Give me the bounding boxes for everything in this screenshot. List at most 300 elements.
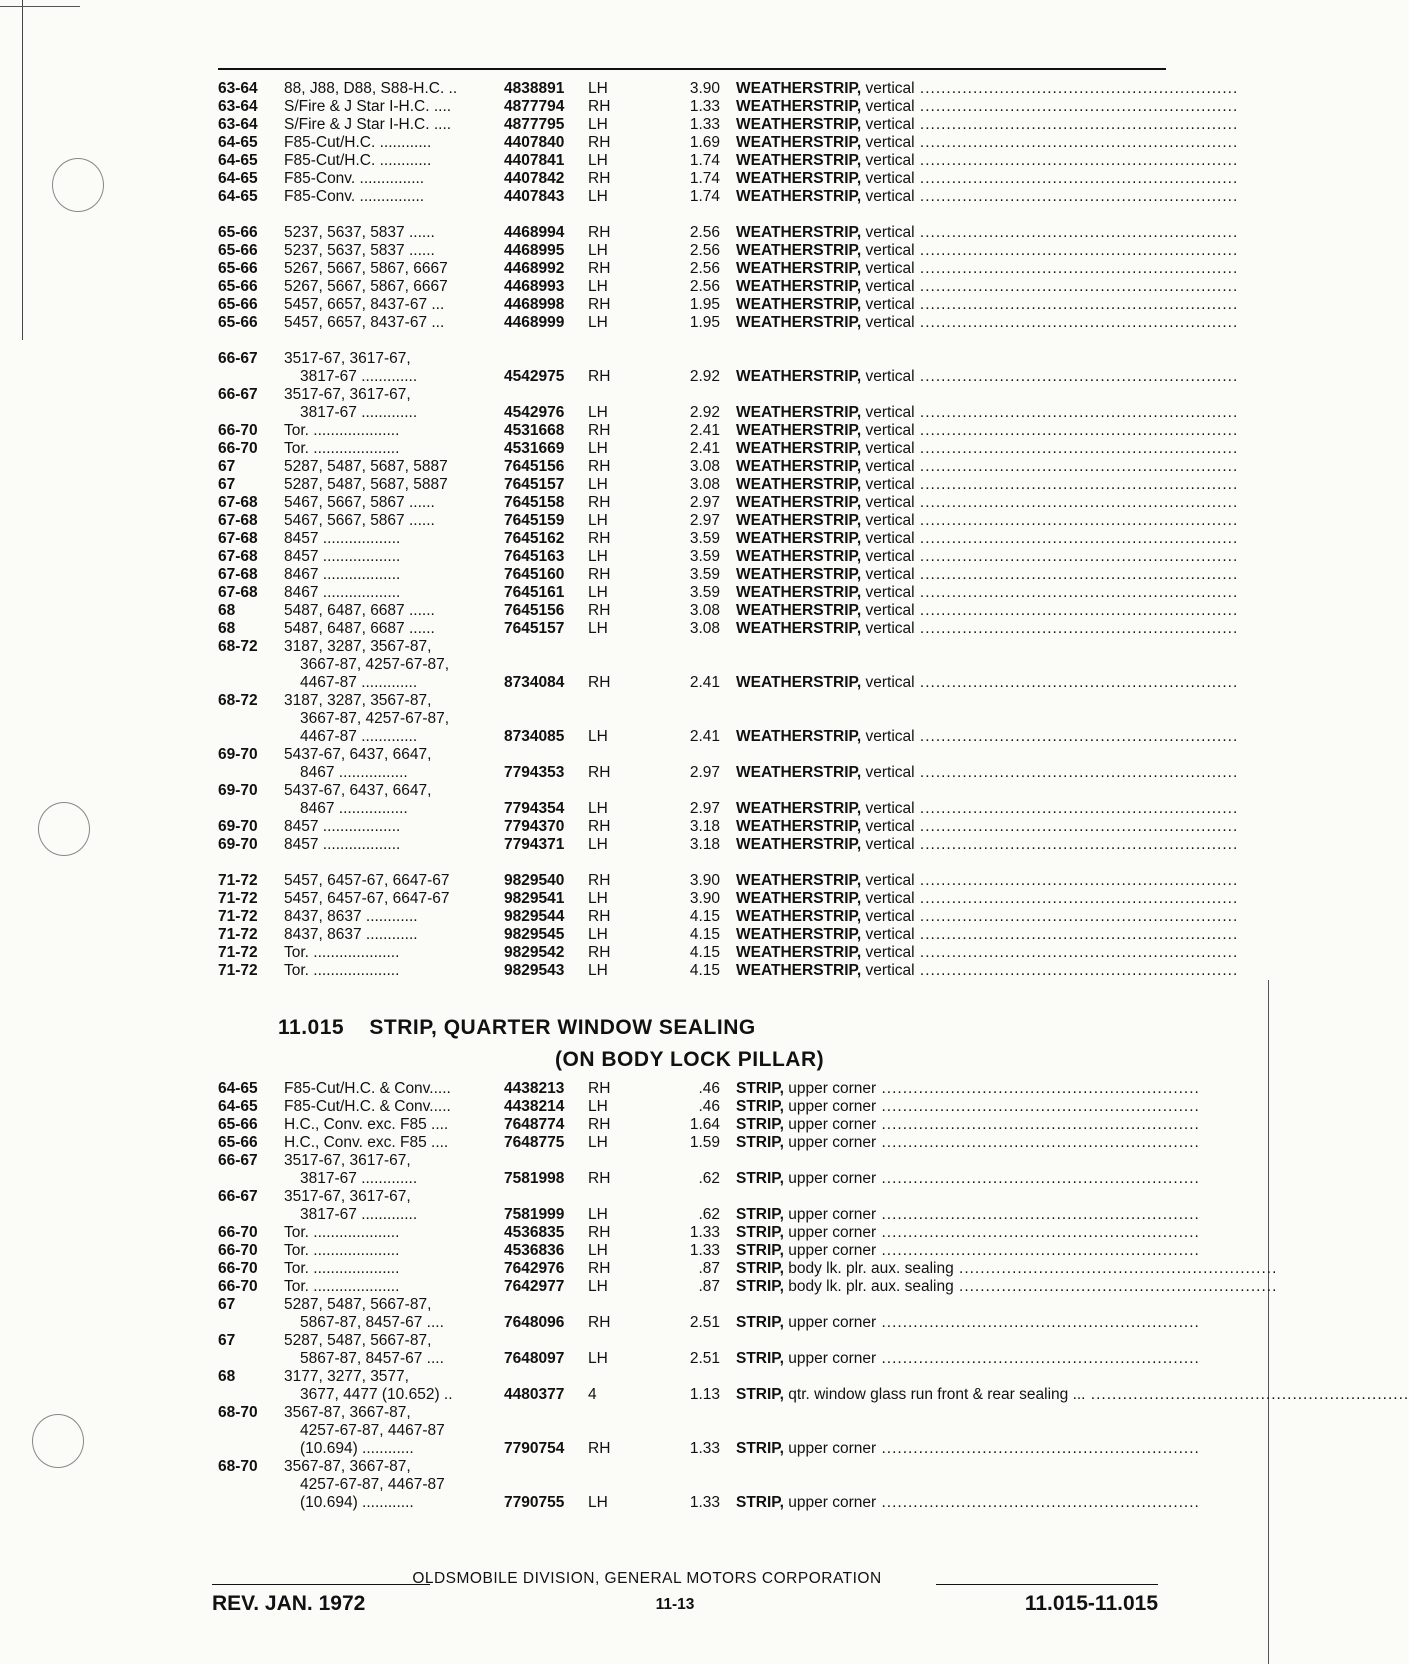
weight-cell: .87: [698, 1260, 720, 1277]
description-cell: [736, 1242, 1200, 1260]
part-name: WEATHERSTRIP,: [736, 602, 862, 619]
side-cell: RH: [588, 170, 611, 187]
side-cell: RH: [588, 458, 611, 475]
weight-cell: 2.56: [689, 224, 720, 241]
part-detail: vertical: [865, 296, 915, 313]
side-cell: RH: [588, 134, 611, 151]
part-number-cell: 8734085: [504, 728, 565, 745]
description-cell: [736, 98, 1239, 116]
part-number-cell: 7581999: [504, 1206, 565, 1223]
side-cell: RH: [588, 296, 611, 313]
side-cell: LH: [588, 890, 608, 907]
leader-dots: ............................................................: [914, 584, 1239, 601]
table-row: [0, 350, 1294, 368]
part-number-cell: 7645156: [504, 602, 565, 619]
part-name: WEATHERSTRIP,: [736, 620, 862, 637]
part-name: STRIP,: [736, 1170, 784, 1187]
table-row: [0, 296, 1294, 314]
description-cell: [736, 944, 1239, 962]
table-row: [0, 1368, 1294, 1386]
section-subtitle: (ON BODY LOCK PILLAR): [555, 1048, 825, 1071]
part-detail: vertical: [865, 962, 915, 979]
part-name: WEATHERSTRIP,: [736, 404, 862, 421]
description-cell: [736, 566, 1239, 584]
description-cell: [736, 1278, 1278, 1296]
description-cell: [736, 116, 1239, 134]
leader-dots: ............................................................: [914, 620, 1239, 637]
description-cell: [736, 368, 1239, 386]
part-detail: vertical: [865, 242, 915, 259]
model-cell: 5287, 5487, 5667-87,: [284, 1296, 432, 1313]
description-cell: [736, 1116, 1200, 1134]
year-cell: 65-66: [218, 242, 258, 259]
model-cell: 3817-67 .............: [300, 1206, 418, 1223]
weight-cell: 3.08: [689, 476, 720, 493]
part-detail: vertical: [865, 818, 915, 835]
model-cell: 8457 ..................: [284, 530, 401, 547]
table-row: [0, 818, 1294, 836]
leader-dots: ............................................................: [914, 368, 1239, 385]
weight-cell: 2.51: [689, 1314, 720, 1331]
leader-dots: ............................................................: [914, 260, 1239, 277]
model-cell: 8457 ..................: [284, 818, 401, 835]
part-detail: vertical: [865, 404, 915, 421]
weight-cell: 1.33: [689, 98, 720, 115]
model-cell: Tor. ....................: [284, 440, 400, 457]
table-row: [0, 1224, 1294, 1242]
side-cell: LH: [588, 512, 608, 529]
description-cell: [736, 188, 1239, 206]
part-name: WEATHERSTRIP,: [736, 494, 862, 511]
table-row: [0, 620, 1294, 638]
weight-cell: .46: [698, 1080, 720, 1097]
weight-cell: 1.95: [689, 296, 720, 313]
part-detail: vertical: [865, 836, 915, 853]
table-row: [0, 494, 1294, 512]
model-cell: Tor. ....................: [284, 1242, 400, 1259]
table-row: [0, 584, 1294, 602]
part-number-cell: 7645157: [504, 476, 565, 493]
model-cell: 8467 ................: [300, 764, 408, 781]
table-row: [0, 1080, 1294, 1098]
model-cell: 3667-87, 4257-67-87,: [300, 656, 450, 673]
weight-cell: .62: [698, 1206, 720, 1223]
side-cell: LH: [588, 584, 608, 601]
leader-dots: ............................................................: [914, 170, 1239, 187]
weight-cell: 2.97: [689, 764, 720, 781]
side-cell: RH: [588, 368, 611, 385]
part-detail: vertical: [865, 512, 915, 529]
side-cell: RH: [588, 566, 611, 583]
part-name: STRIP,: [736, 1440, 784, 1457]
side-cell: LH: [588, 152, 608, 169]
table-row: [0, 512, 1294, 530]
weight-cell: 3.08: [689, 458, 720, 475]
page-edge: [0, 6, 80, 7]
part-detail: upper corner: [788, 1080, 877, 1097]
part-number-cell: 9829541: [504, 890, 565, 907]
part-number-cell: 4468998: [504, 296, 565, 313]
model-cell: 8467 ..................: [284, 584, 401, 601]
description-cell: [736, 1170, 1200, 1188]
side-cell: LH: [588, 188, 608, 205]
part-detail: upper corner: [788, 1350, 877, 1367]
weight-cell: 3.08: [689, 602, 720, 619]
year-cell: 68-70: [218, 1404, 258, 1421]
leader-dots: ............................................................: [914, 728, 1239, 745]
side-cell: LH: [588, 1206, 608, 1223]
model-cell: F85-Cut/H.C. & Conv.....: [284, 1098, 451, 1115]
year-cell: 66-67: [218, 350, 258, 367]
description-cell: [736, 620, 1239, 638]
side-cell: RH: [588, 422, 611, 439]
weight-cell: 3.18: [689, 836, 720, 853]
leader-dots: ............................................................: [914, 602, 1239, 619]
weight-cell: 2.56: [689, 260, 720, 277]
leader-dots: ............................................................: [914, 188, 1239, 205]
table-row: [0, 1134, 1294, 1152]
footer-section-range: 11.015-11.015: [1024, 1592, 1158, 1615]
part-number-cell: 4438213: [504, 1080, 565, 1097]
model-cell: S/Fire & J Star I-H.C. ....: [284, 98, 452, 115]
leader-dots: ............................................................: [876, 1206, 1200, 1223]
model-cell: 8437, 8637 ............: [284, 926, 418, 943]
leader-dots: ............................................................: [914, 476, 1239, 493]
weight-cell: 1.33: [689, 1224, 720, 1241]
description-cell: [736, 1134, 1200, 1152]
model-cell: 3817-67 .............: [300, 1170, 418, 1187]
part-name: WEATHERSTRIP,: [736, 440, 862, 457]
part-detail: vertical: [865, 674, 915, 691]
side-cell: LH: [588, 800, 608, 817]
year-cell: 64-65: [218, 188, 258, 205]
side-cell: RH: [588, 1170, 611, 1187]
weight-cell: 3.90: [689, 890, 720, 907]
weight-cell: 1.13: [689, 1386, 720, 1403]
description-cell: [736, 1080, 1200, 1098]
model-cell: 5267, 5667, 5867, 6667: [284, 278, 448, 295]
model-cell: 3517-67, 3617-67,: [284, 386, 411, 403]
year-cell: 71-72: [218, 926, 258, 943]
year-cell: 65-66: [218, 1134, 258, 1151]
table-row: [0, 476, 1294, 494]
leader-dots: ............................................................: [914, 962, 1239, 979]
weight-cell: 3.90: [689, 80, 720, 97]
leader-dots: ............................................................: [914, 296, 1239, 313]
part-number-cell: 4480377: [504, 1386, 565, 1403]
table-row: [0, 764, 1294, 782]
model-cell: 8467 ..................: [284, 566, 401, 583]
description-cell: [736, 674, 1239, 692]
table-row: [0, 1458, 1294, 1476]
part-detail: vertical: [865, 566, 915, 583]
model-cell: 4257-67-87, 4467-87: [300, 1476, 445, 1493]
part-number-cell: 7645159: [504, 512, 565, 529]
part-number-cell: 4542975: [504, 368, 565, 385]
table-row: [0, 1422, 1294, 1440]
leader-dots: ............................................................: [914, 944, 1239, 961]
part-name: WEATHERSTRIP,: [736, 818, 862, 835]
part-number-cell: 7790755: [504, 1494, 565, 1511]
table-row: [0, 224, 1294, 242]
table-row: [0, 1332, 1294, 1350]
description-cell: [736, 242, 1239, 260]
part-name: STRIP,: [736, 1260, 784, 1277]
table-row: [0, 134, 1294, 152]
description-cell: [736, 1206, 1200, 1224]
side-cell: LH: [588, 836, 608, 853]
part-name: STRIP,: [736, 1116, 784, 1133]
weight-cell: .62: [698, 1170, 720, 1187]
description-cell: [736, 476, 1239, 494]
model-cell: F85-Conv. ...............: [284, 188, 425, 205]
year-cell: 67-68: [218, 512, 258, 529]
table-row: [0, 602, 1294, 620]
side-cell: RH: [588, 872, 611, 889]
side-cell: LH: [588, 314, 608, 331]
table-row: [0, 530, 1294, 548]
weight-cell: .87: [698, 1278, 720, 1295]
leader-dots: ............................................................: [876, 1494, 1200, 1511]
year-cell: 65-66: [218, 224, 258, 241]
description-cell: [736, 170, 1239, 188]
model-cell: 8457 ..................: [284, 548, 401, 565]
description-cell: [736, 440, 1239, 458]
description-cell: [736, 890, 1239, 908]
leader-dots: ............................................................: [914, 548, 1239, 565]
weight-cell: 4.15: [689, 926, 720, 943]
part-detail: body lk. plr. aux. sealing: [788, 1278, 954, 1295]
part-number-cell: 8734084: [504, 674, 565, 691]
part-number-cell: 9829544: [504, 908, 565, 925]
table-row: [0, 1350, 1294, 1368]
side-cell: RH: [588, 944, 611, 961]
leader-dots: ............................................................: [914, 422, 1239, 439]
model-cell: 5287, 5487, 5687, 5887: [284, 476, 448, 493]
side-cell: LH: [588, 926, 608, 943]
part-detail: vertical: [865, 548, 915, 565]
part-detail: vertical: [865, 494, 915, 511]
model-cell: 5457, 6457-67, 6647-67: [284, 890, 450, 907]
model-cell: 5467, 5667, 5867 ......: [284, 512, 435, 529]
side-cell: LH: [588, 242, 608, 259]
model-cell: 5487, 6487, 6687 ......: [284, 620, 435, 637]
model-cell: 3517-67, 3617-67,: [284, 1188, 411, 1205]
table-row: [0, 170, 1294, 188]
model-cell: Tor. ....................: [284, 1278, 400, 1295]
table-row: [0, 152, 1294, 170]
side-cell: LH: [588, 1242, 608, 1259]
part-detail: vertical: [865, 764, 915, 781]
table-row: [0, 962, 1294, 980]
leader-dots: ............................................................: [914, 458, 1239, 475]
description-cell: [736, 296, 1239, 314]
part-detail: vertical: [865, 260, 915, 277]
model-cell: 3567-87, 3667-87,: [284, 1404, 411, 1421]
part-name: WEATHERSTRIP,: [736, 728, 862, 745]
table-row: [0, 278, 1294, 296]
year-cell: 67: [218, 1296, 236, 1313]
description-cell: [736, 80, 1239, 98]
weight-cell: 3.18: [689, 818, 720, 835]
part-name: WEATHERSTRIP,: [736, 242, 862, 259]
year-cell: 71-72: [218, 962, 258, 979]
year-cell: 71-72: [218, 944, 258, 961]
part-detail: vertical: [865, 476, 915, 493]
leader-dots: ............................................................: [914, 674, 1239, 691]
part-name: WEATHERSTRIP,: [736, 476, 862, 493]
weight-cell: 1.33: [689, 116, 720, 133]
description-cell: [736, 962, 1239, 980]
footer-revision: REV. JAN. 1972: [212, 1592, 366, 1615]
table-row: [0, 422, 1294, 440]
part-name: STRIP,: [736, 1206, 784, 1223]
year-cell: 68-72: [218, 692, 258, 709]
model-cell: 5237, 5637, 5837 ......: [284, 224, 435, 241]
part-number-cell: 7645158: [504, 494, 565, 511]
part-number-cell: 7648774: [504, 1116, 565, 1133]
part-name: WEATHERSTRIP,: [736, 566, 862, 583]
weight-cell: 1.74: [689, 152, 720, 169]
part-detail: vertical: [865, 98, 915, 115]
part-number-cell: 7645157: [504, 620, 565, 637]
side-cell: RH: [588, 764, 611, 781]
model-cell: 3517-67, 3617-67,: [284, 1152, 411, 1169]
part-number-cell: 7794371: [504, 836, 565, 853]
side-cell: LH: [588, 1350, 608, 1367]
description-cell: [736, 1224, 1200, 1242]
side-cell: LH: [588, 278, 608, 295]
part-number-cell: 7790754: [504, 1440, 565, 1457]
model-cell: 4467-87 .............: [300, 728, 418, 745]
weight-cell: 1.64: [689, 1116, 720, 1133]
part-name: STRIP,: [736, 1278, 784, 1295]
leader-dots: ............................................................: [876, 1440, 1200, 1457]
part-name: WEATHERSTRIP,: [736, 188, 862, 205]
table-row: [0, 1296, 1294, 1314]
leader-dots: ............................................................: [914, 404, 1239, 421]
side-cell: 4: [588, 1386, 597, 1403]
part-name: STRIP,: [736, 1494, 784, 1511]
part-detail: upper corner: [788, 1134, 877, 1151]
part-detail: vertical: [865, 602, 915, 619]
side-cell: LH: [588, 548, 608, 565]
table-row: [0, 440, 1294, 458]
side-cell: LH: [588, 1278, 608, 1295]
side-cell: RH: [588, 908, 611, 925]
description-cell: [736, 512, 1239, 530]
year-cell: 64-65: [218, 134, 258, 151]
part-number-cell: 9829543: [504, 962, 565, 979]
leader-dots: ............................................................: [914, 80, 1239, 97]
side-cell: LH: [588, 404, 608, 421]
model-cell: (10.694) ............: [300, 1440, 414, 1457]
leader-dots: ............................................................: [876, 1314, 1200, 1331]
part-detail: vertical: [865, 944, 915, 961]
leader-dots: ............................................................: [914, 512, 1239, 529]
table-row: [0, 926, 1294, 944]
weight-cell: 3.59: [689, 548, 720, 565]
part-name: WEATHERSTRIP,: [736, 512, 862, 529]
part-name: WEATHERSTRIP,: [736, 674, 862, 691]
weight-cell: 2.97: [689, 800, 720, 817]
part-name: WEATHERSTRIP,: [736, 224, 862, 241]
year-cell: 66-70: [218, 1260, 258, 1277]
year-cell: 68: [218, 602, 236, 619]
part-number-cell: 7648775: [504, 1134, 565, 1151]
side-cell: RH: [588, 494, 611, 511]
year-cell: 66-70: [218, 1242, 258, 1259]
description-cell: [736, 818, 1239, 836]
description-cell: [736, 908, 1239, 926]
side-cell: LH: [588, 80, 608, 97]
part-detail: vertical: [865, 224, 915, 241]
part-name: STRIP,: [736, 1314, 784, 1331]
table-row: [0, 458, 1294, 476]
table-row: [0, 1314, 1294, 1332]
model-cell: 3817-67 .............: [300, 404, 418, 421]
part-name: STRIP,: [736, 1242, 784, 1259]
year-cell: 71-72: [218, 872, 258, 889]
model-cell: 3177, 3277, 3577,: [284, 1368, 409, 1385]
weight-cell: 2.41: [689, 674, 720, 691]
description-cell: [736, 260, 1239, 278]
table-row: [0, 656, 1294, 674]
description-cell: [736, 494, 1239, 512]
part-detail: body lk. plr. aux. sealing: [788, 1260, 954, 1277]
part-detail: upper corner: [788, 1440, 877, 1457]
part-number-cell: 4438214: [504, 1098, 565, 1115]
description-cell: [736, 872, 1239, 890]
description-cell: [736, 602, 1239, 620]
weight-cell: 3.08: [689, 620, 720, 637]
year-cell: 68-70: [218, 1458, 258, 1475]
weight-cell: 3.59: [689, 530, 720, 547]
table-row: [0, 1260, 1294, 1278]
part-name: WEATHERSTRIP,: [736, 836, 862, 853]
part-number-cell: 7645161: [504, 584, 565, 601]
part-name: WEATHERSTRIP,: [736, 314, 862, 331]
weight-cell: 2.41: [689, 728, 720, 745]
weight-cell: 1.74: [689, 170, 720, 187]
weight-cell: 4.15: [689, 944, 720, 961]
side-cell: LH: [588, 116, 608, 133]
year-cell: 65-66: [218, 314, 258, 331]
part-name: WEATHERSTRIP,: [736, 134, 862, 151]
year-cell: 69-70: [218, 782, 258, 799]
side-cell: RH: [588, 602, 611, 619]
year-cell: 66-67: [218, 1152, 258, 1169]
part-number-cell: 4468992: [504, 260, 565, 277]
side-cell: RH: [588, 530, 611, 547]
part-name: WEATHERSTRIP,: [736, 944, 862, 961]
model-cell: S/Fire & J Star I-H.C. ....: [284, 116, 452, 133]
leader-dots: ............................................................: [914, 314, 1239, 331]
description-cell: [736, 1440, 1200, 1458]
weight-cell: 4.15: [689, 908, 720, 925]
part-name: WEATHERSTRIP,: [736, 548, 862, 565]
weight-cell: 1.74: [689, 188, 720, 205]
description-cell: [736, 1098, 1200, 1116]
description-cell: [736, 530, 1239, 548]
year-cell: 64-65: [218, 1098, 258, 1115]
model-cell: 3187, 3287, 3567-87,: [284, 638, 432, 655]
part-name: STRIP,: [736, 1224, 784, 1241]
year-cell: 66-67: [218, 386, 258, 403]
leader-dots: ............................................................: [953, 1260, 1278, 1277]
side-cell: RH: [588, 1314, 611, 1331]
description-cell: [736, 1350, 1200, 1368]
